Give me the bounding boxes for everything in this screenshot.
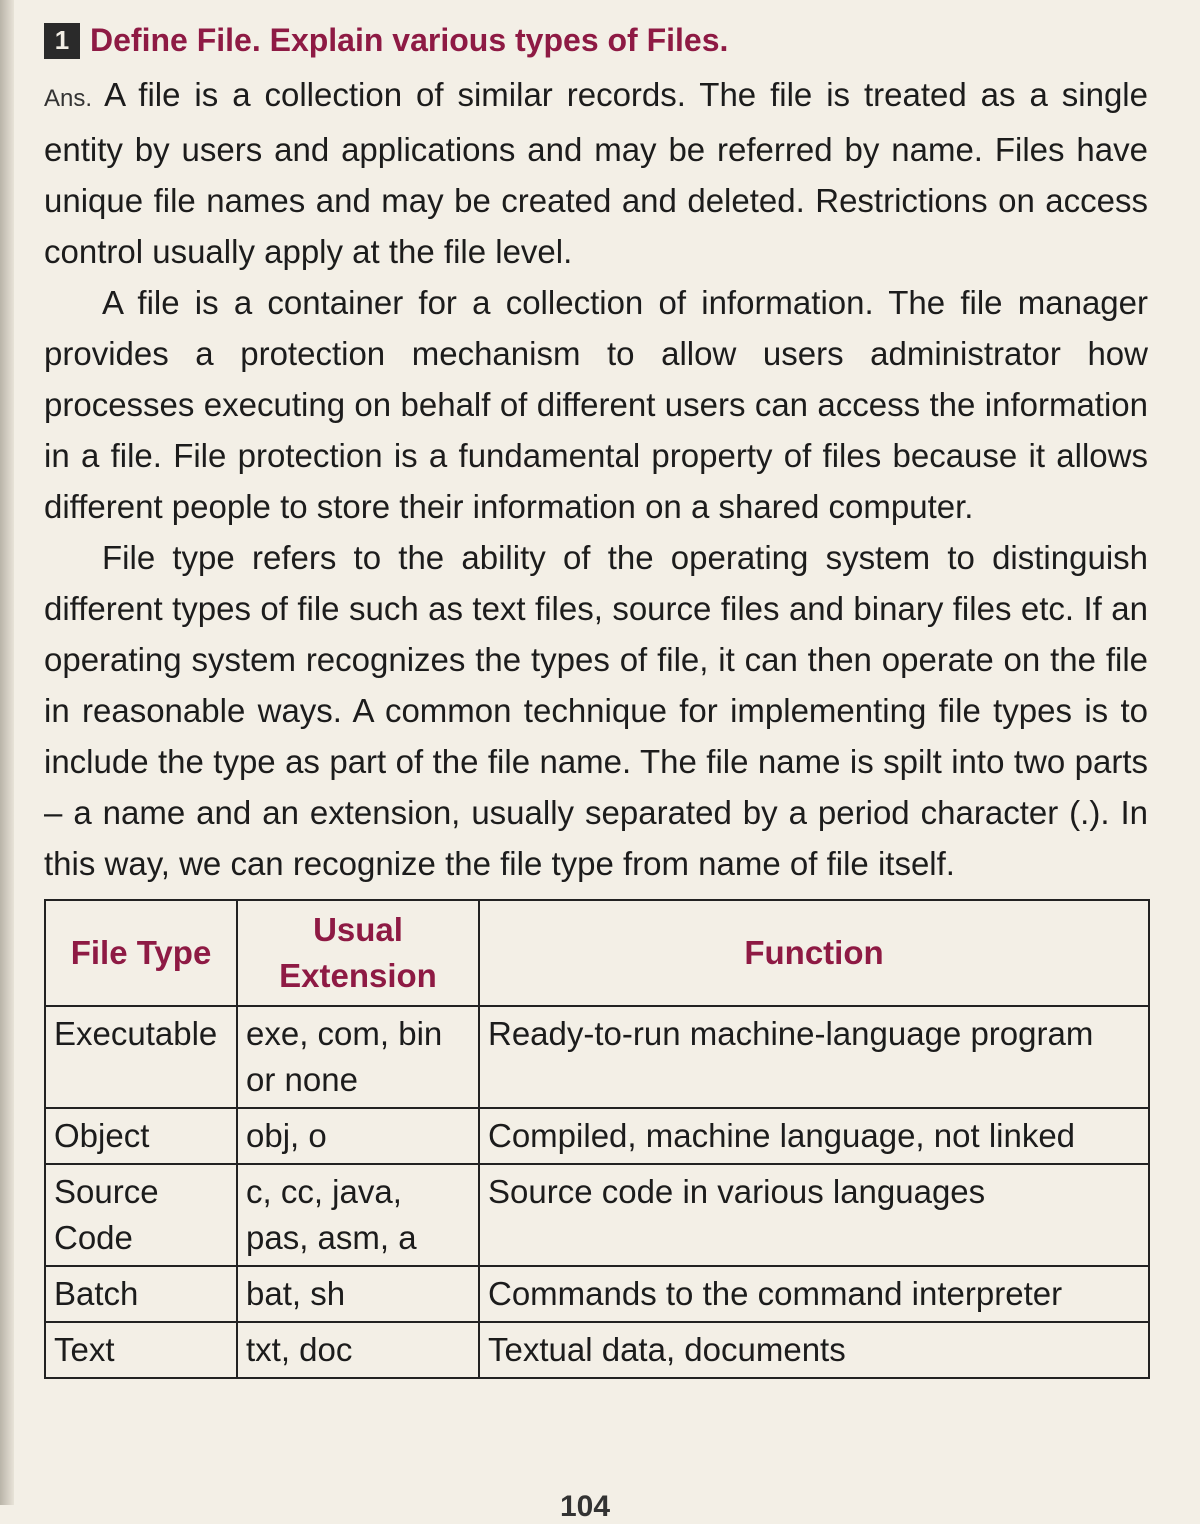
table-row [45, 1108, 1149, 1164]
cell-function: Ready-to-run machine-language program [479, 1006, 1149, 1108]
cell-function: Commands to the command interpreter [479, 1266, 1149, 1322]
page-content [44, 22, 1148, 1379]
file-types-table [44, 899, 1150, 1379]
table-row [45, 1164, 1149, 1266]
cell-file-type: Source Code [45, 1164, 237, 1266]
question-number-badge: 1 [44, 23, 80, 59]
cell-function: Textual data, documents [479, 1322, 1149, 1378]
table-row [45, 1006, 1149, 1108]
header-file-type: File Type [45, 900, 237, 1006]
table-header-row [45, 900, 1149, 1006]
header-function: Function [479, 900, 1149, 1006]
answer-paragraph-1 [44, 69, 1148, 277]
cell-file-type: Executable [45, 1006, 237, 1108]
page-number: 104 [560, 1490, 611, 1523]
cell-extension: exe, com, bin or none [237, 1006, 479, 1108]
cell-file-type: Batch [45, 1266, 237, 1322]
cell-function: Compiled, machine language, not linked [479, 1108, 1149, 1164]
question-heading [44, 22, 1148, 59]
cell-file-type: Text [45, 1322, 237, 1378]
header-usual-extension: Usual Extension [237, 900, 479, 1006]
page-binding-edge [0, 0, 14, 1505]
answer-label: Ans. [44, 85, 93, 112]
table-row [45, 1322, 1149, 1378]
cell-extension: txt, doc [237, 1322, 479, 1378]
answer-paragraph-2: A file is a container for a collection of information. The file manager provides a protection mechanism to allow users administrator how processes executing on behalf of different users can access the information in a file. File protection is a fundamental property of files because it allows different people to store their information on a shared computer. [44, 284, 1148, 525]
cell-extension: bat, sh [237, 1266, 479, 1322]
answer-paragraph-1-text: A file is a collection of similar records. The file is treated as a single entity by users and applications and may be referred by name. Files have unique file names and may be created and deleted. Restrictions on access control usually apply at the file level. [44, 76, 1148, 270]
question-title: Define File. Explain various types of Files. [90, 22, 729, 58]
cell-function: Source code in various languages [479, 1164, 1149, 1266]
answer-paragraph-3: File type refers to the ability of the operating system to distinguish different types of file such as text files, source files and binary files etc. If an operating system recognizes the types of file, it can then operate on the file in reasonable ways. A common technique for implementing file types is to include the type as part of the file name. The file name is spilt into two parts – a name and an extension, usually separated by a period character (.). In this way, we can recognize the file type from name of file itself. [44, 539, 1148, 882]
table-row [45, 1266, 1149, 1322]
cell-extension: c, cc, java, pas, asm, a [237, 1164, 479, 1266]
cell-extension: obj, o [237, 1108, 479, 1164]
cell-file-type: Object [45, 1108, 237, 1164]
